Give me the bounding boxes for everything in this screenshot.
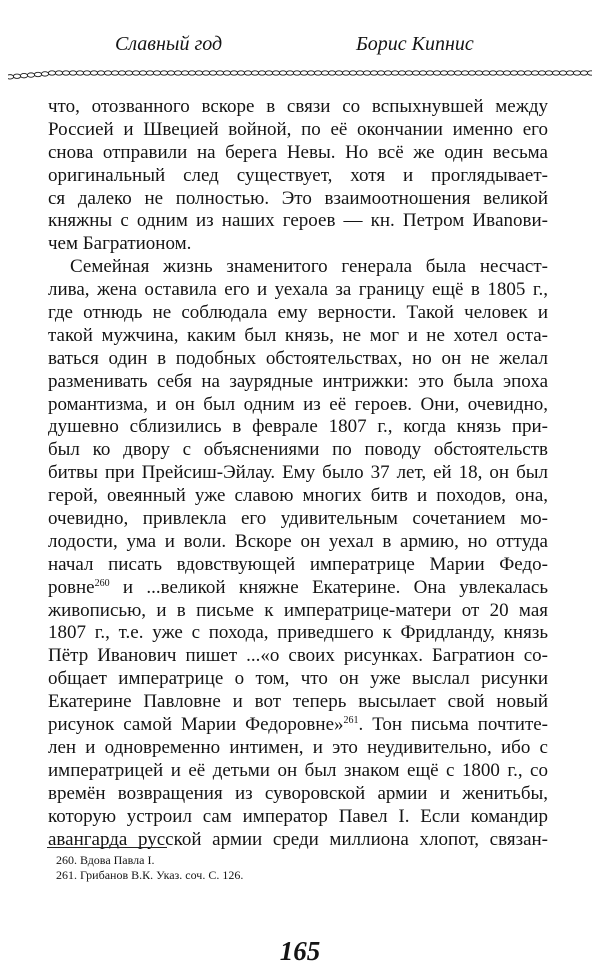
ornament-link — [20, 73, 27, 77]
line-text: лен и одновременно интимен, и это неудивительно, ибо с — [48, 736, 548, 758]
ornament-link — [573, 71, 580, 75]
text-line — [48, 622, 548, 645]
ornament-link — [174, 71, 181, 75]
ornament-link — [293, 71, 300, 75]
ornament-link — [531, 71, 538, 75]
line-text: начал писать вдовствующей императрице Марии Федо- — [48, 553, 548, 575]
line-text: ся далеко не полностью. Это взаимоотношения великой — [48, 187, 548, 209]
line-text: битвы при Прейсиш-Эйлау. Ему было 37 лет, ей 18, он был — [48, 462, 548, 484]
ornament-link — [384, 71, 391, 75]
text-line — [48, 210, 548, 233]
ornament-link — [279, 71, 286, 75]
ornament-link — [419, 71, 426, 75]
footnote-ref: 261 — [343, 715, 359, 727]
line-text: Екатерине Павловне и вот теперь высылает свой новый — [48, 691, 548, 713]
ornament-link — [83, 71, 90, 75]
ornament-link — [223, 71, 230, 75]
line-text: императрицей и её детьми он был знаком ещё с 1800 г., со — [48, 759, 548, 781]
ornament-link — [167, 71, 174, 75]
text-line — [48, 485, 548, 508]
ornament-link — [62, 71, 69, 75]
ornament-link — [202, 71, 209, 75]
line-text-cont: . Тон письма почтите- — [358, 714, 548, 736]
ornament-link — [587, 71, 592, 75]
line-text: княжны с одним из наших героев — кн. Петром Ивanови- — [48, 210, 548, 232]
ornament-link — [244, 71, 251, 75]
ornament-link — [566, 71, 573, 75]
ornament-link — [265, 71, 272, 75]
line-text: рисунок самой Марии Федоровне» — [48, 714, 344, 736]
ornament-link — [328, 71, 335, 75]
text-line — [48, 783, 548, 806]
ornament-link — [342, 71, 349, 75]
text-line — [48, 279, 548, 302]
line-text: ваться один в подобных обстоятельствах, но он не желал — [48, 347, 548, 369]
text-line — [48, 508, 548, 531]
text-line — [48, 142, 548, 165]
line-text: оригинальный след существует, хотя и проглядывает- — [48, 164, 548, 186]
text-line — [48, 325, 548, 348]
line-text: живописью, и в письме к императрице-матери от 20 мая — [48, 599, 548, 621]
ornament-link — [461, 71, 468, 75]
text-line — [48, 531, 548, 554]
ornament-link — [258, 71, 265, 75]
ornament-link — [412, 71, 419, 75]
text-line — [48, 188, 548, 211]
ornament-link — [377, 71, 384, 75]
ornament-link — [440, 71, 447, 75]
text-line — [48, 439, 548, 462]
ornament-link — [139, 71, 146, 75]
text-line — [48, 714, 548, 737]
text-line — [48, 416, 548, 439]
ornament-link — [251, 71, 258, 75]
ornament-link — [300, 71, 307, 75]
line-text: лодости, ума и воли. Вскоре он уехал в армию, но оттуда — [48, 530, 548, 552]
ornament-link — [545, 71, 552, 75]
ornament-link — [503, 71, 510, 75]
ornament-link — [209, 71, 216, 75]
text-line — [48, 600, 548, 623]
text-line — [48, 554, 548, 577]
footnote-261: 261. Грибанов В.К. Указ. соч. С. 126. — [56, 868, 244, 882]
page-number: 165 — [279, 936, 321, 966]
ornament-link — [272, 71, 279, 75]
line-text: чем Багратионом. — [48, 233, 192, 255]
ornament-link — [125, 71, 132, 75]
line-text: 1807 г., т.е. уже с похода, приведшего к Фридланду, князь — [48, 622, 548, 644]
line-text: которую устроил сам император Павел I. Если командир — [48, 805, 548, 827]
text-line — [48, 371, 548, 394]
text-line — [48, 760, 548, 783]
ornament-link — [153, 71, 160, 75]
ornament-link — [181, 71, 188, 75]
ornament-link — [489, 71, 496, 75]
ornament-link — [426, 71, 433, 75]
line-text: такой мужчина, каким был князь, не мог и не хотел оста- — [48, 324, 548, 346]
text-line — [48, 737, 548, 760]
ornament-link — [475, 71, 482, 75]
text-line — [48, 806, 548, 829]
ornament-link — [48, 71, 55, 75]
line-text: ровне — [48, 576, 95, 598]
text-line — [48, 691, 548, 714]
line-text: очевидно, привлекла его удивительным сочетанием мо- — [48, 508, 548, 530]
footnote-260: 260. Вдова Павла I. — [56, 853, 155, 867]
footnote-rule — [47, 847, 167, 848]
ornament-link — [27, 73, 34, 77]
line-text: герой, овеянный уже славою многих битв и походов, она, — [48, 485, 548, 507]
ornament-link — [55, 71, 62, 75]
running-header-author: Борис Кипнис — [356, 33, 474, 55]
ornament-link — [41, 72, 48, 76]
ornament-link — [237, 71, 244, 75]
ornament-link — [496, 71, 503, 75]
ornament-divider — [8, 66, 592, 80]
ornament-link — [111, 71, 118, 75]
ornament-link — [160, 71, 167, 75]
ornament-link — [454, 71, 461, 75]
running-header-title: Славный год — [115, 33, 223, 55]
ornament-link — [552, 71, 559, 75]
ornament-link — [132, 71, 139, 75]
line-text: душевно сблизились в феврале 1807 г., когда князь при- — [48, 416, 548, 438]
ornament-link — [76, 71, 83, 75]
text-line — [48, 256, 548, 279]
text-line — [48, 348, 548, 371]
text-line — [48, 233, 548, 256]
ornament-link — [146, 71, 153, 75]
ornament-link — [314, 71, 321, 75]
ornament-link — [398, 71, 405, 75]
ornament-link — [104, 71, 111, 75]
line-text: что, отозванного вскоре в связи со вспыхнувшей между — [48, 96, 548, 117]
text-line — [48, 302, 548, 325]
ornament-chain-icon — [8, 66, 592, 80]
ornament-link — [559, 71, 566, 75]
ornament-link — [188, 71, 195, 75]
ornament-link — [580, 71, 587, 75]
ornament-link — [524, 71, 531, 75]
line-text: Семейная жизнь знаменитого генерала была несчаст- — [70, 256, 548, 278]
text-line — [48, 645, 548, 668]
ornament-link — [307, 71, 314, 75]
line-text: где отнюдь не соблюдала ему верности. Такой человек и — [48, 302, 548, 324]
footnote-ref: 260 — [94, 577, 110, 589]
line-text-cont: и ...великой княжне Екатерине. Она увлекалась — [109, 576, 548, 598]
ornament-link — [370, 71, 377, 75]
ornament-link — [363, 71, 370, 75]
ornament-link — [433, 71, 440, 75]
line-text: романтизма, и он был одним из её героев. Они, очевидно, — [48, 393, 548, 415]
ornament-link — [482, 71, 489, 75]
ornament-link — [391, 71, 398, 75]
text-line — [48, 394, 548, 417]
ornament-link — [34, 72, 41, 76]
ornament-link — [8, 75, 14, 79]
text-line — [48, 668, 548, 691]
text-line — [48, 577, 548, 600]
ornament-link — [97, 71, 104, 75]
ornament-link — [230, 71, 237, 75]
ornament-link — [447, 71, 454, 75]
text-line — [48, 119, 548, 142]
ornament-link — [517, 71, 524, 75]
line-text: времён возвращения из суворовской армии и женитьбы, — [48, 782, 548, 804]
ornament-link — [216, 71, 223, 75]
body-text — [48, 96, 548, 851]
line-text: лива, жена оставила его и уехала за границу ещё в 1805 г., — [48, 279, 548, 301]
line-text: был ко двору с объяснениями по поводу обстоятельств — [48, 439, 548, 461]
ornament-link — [69, 71, 76, 75]
ornament-link — [335, 71, 342, 75]
text-line — [48, 165, 548, 188]
ornament-link — [195, 71, 202, 75]
line-text: Россией и Швецией войной, по её окончании именно его — [48, 118, 548, 140]
ornament-link — [90, 71, 97, 75]
ornament-link — [349, 71, 356, 75]
ornament-link — [405, 71, 412, 75]
ornament-link — [286, 71, 293, 75]
text-line — [48, 96, 548, 119]
line-text: снова отправили на берега Невы. Но всё же один весьма — [48, 141, 548, 163]
ornament-link — [538, 71, 545, 75]
text-line — [48, 462, 548, 485]
ornament-link — [510, 71, 517, 75]
ornament-link — [13, 74, 20, 78]
ornament-link — [118, 71, 125, 75]
ornament-link — [468, 71, 475, 75]
line-text: Пётр Иванович пишет ...«о своих рисунках. Багратион со- — [48, 645, 548, 667]
line-text: авангарда русской армии среди миллиона хлопот, связан- — [48, 828, 548, 850]
line-text: разменивать себя на заурядные интрижки: это была эпоха — [48, 370, 548, 392]
line-text: общает императрице о том, что он уже выслал рисунки — [48, 668, 548, 690]
ornament-link — [321, 71, 328, 75]
ornament-link — [356, 71, 363, 75]
